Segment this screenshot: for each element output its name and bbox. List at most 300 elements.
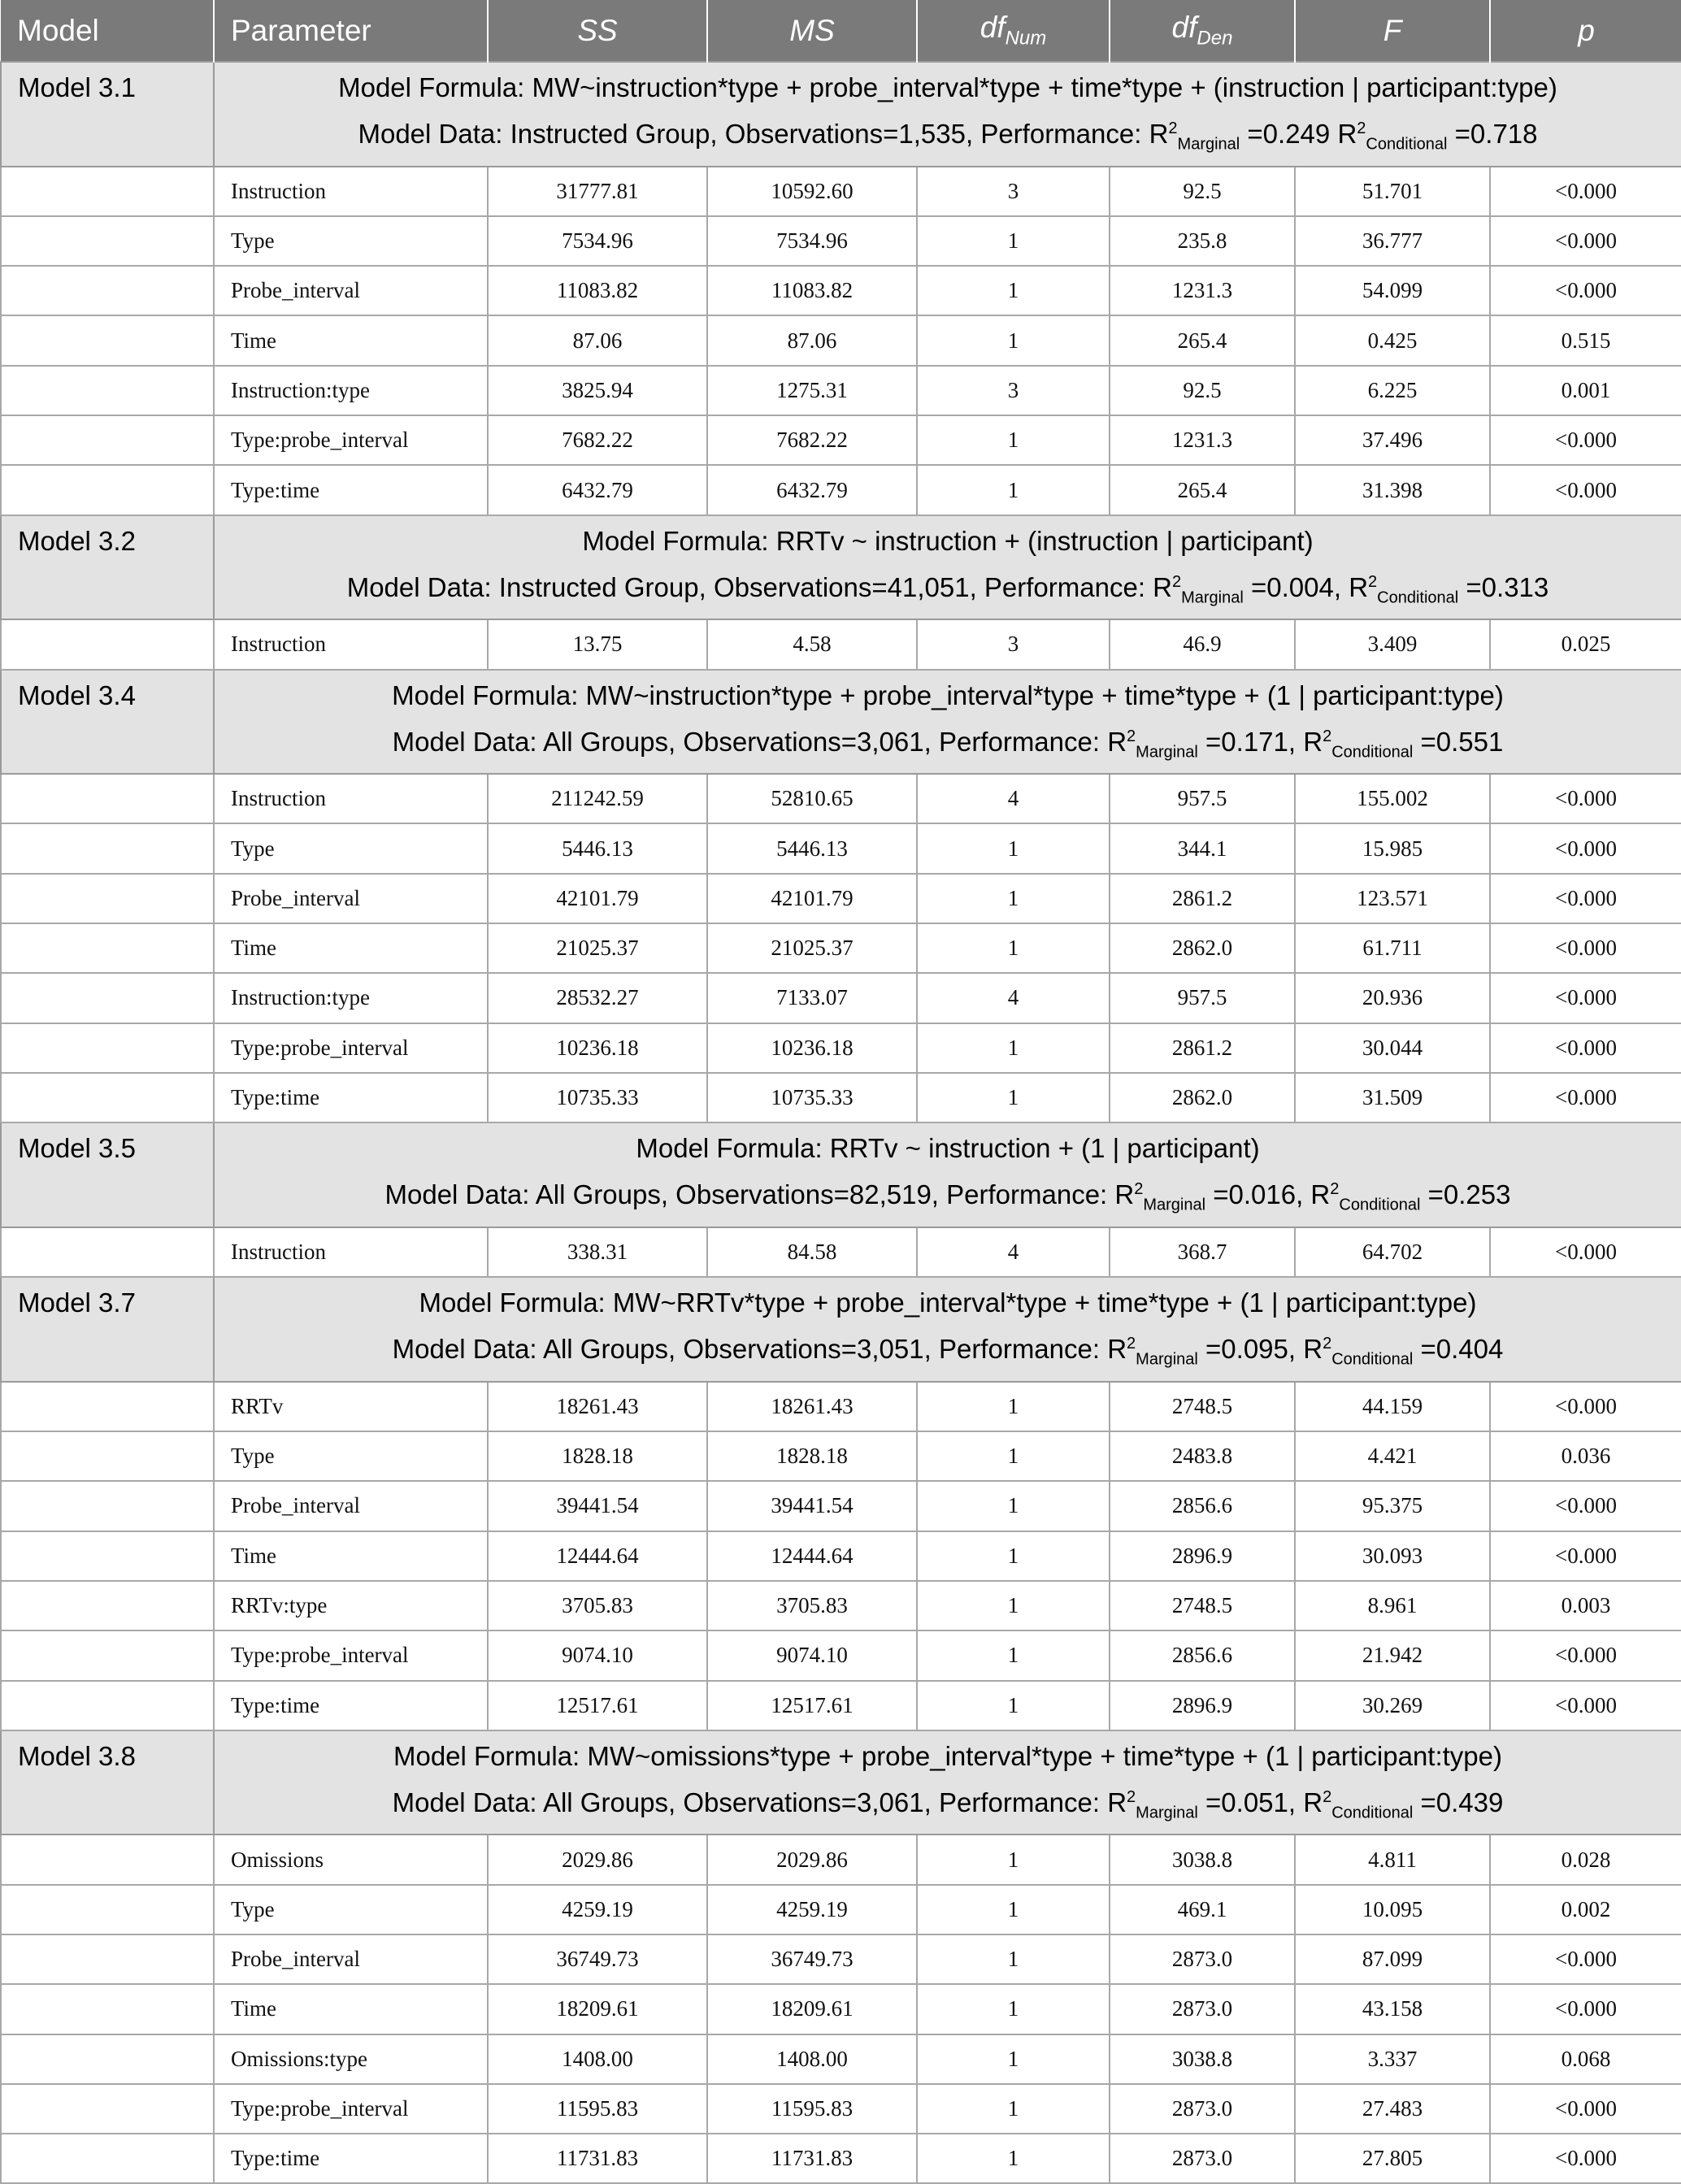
f-cell: 4.811	[1295, 1834, 1490, 1884]
conditional-subscript: Conditional	[1339, 1196, 1421, 1214]
f-cell: 37.496	[1295, 415, 1490, 465]
df-den-cell: 2861.2	[1110, 1023, 1295, 1073]
parameter-cell: Probe_interval	[214, 1934, 488, 1984]
table-row	[1, 1073, 1681, 1122]
r2-conditional-value: =0.404	[1420, 1334, 1504, 1365]
table-row	[1, 1885, 1681, 1934]
df-den-cell: 2862.0	[1110, 923, 1295, 973]
ss-cell: 1408.00	[488, 2034, 707, 2084]
empty-model-cell	[1, 923, 214, 973]
ms-cell: 84.58	[707, 1227, 917, 1277]
ss-cell: 21025.37	[488, 923, 707, 973]
df-num-cell: 1	[917, 1023, 1110, 1073]
p-cell: 0.515	[1490, 315, 1681, 365]
parameter-cell: Instruction:type	[214, 366, 488, 415]
df-num-cell: 1	[917, 266, 1110, 315]
parameter-cell: Type	[214, 1431, 488, 1481]
ms-cell: 18261.43	[707, 1382, 917, 1431]
parameter-cell: Probe_interval	[214, 266, 488, 315]
f-cell: 31.509	[1295, 1073, 1490, 1122]
f-cell: 20.936	[1295, 973, 1490, 1023]
parameter-cell: Type:probe_interval	[214, 1023, 488, 1073]
model-data-line	[215, 716, 1680, 773]
df-den-cell: 2748.5	[1110, 1382, 1295, 1431]
model-header-row	[1, 1122, 1681, 1227]
parameter-cell: Time	[214, 315, 488, 365]
f-cell: 64.702	[1295, 1227, 1490, 1277]
ms-cell: 7534.96	[707, 216, 917, 266]
r2-superscript: 2	[1168, 119, 1178, 137]
p-cell: <0.000	[1490, 1023, 1681, 1073]
conditional-subscript: Conditional	[1377, 588, 1459, 607]
ms-cell: 52810.65	[707, 774, 917, 823]
empty-model-cell	[1, 1885, 214, 1934]
ms-cell: 1408.00	[707, 2034, 917, 2084]
ss-cell: 18209.61	[488, 1984, 707, 2034]
empty-model-cell	[1, 2084, 214, 2134]
conditional-subscript: Conditional	[1331, 1804, 1414, 1822]
empty-model-cell	[1, 973, 214, 1023]
marginal-subscript: Marginal	[1136, 1804, 1198, 1822]
df-den-cell: 235.8	[1110, 216, 1295, 266]
df-num-cell: 3	[917, 366, 1110, 415]
table-row	[1, 366, 1681, 415]
model-name: Model 3.4	[1, 670, 214, 775]
p-cell: <0.000	[1490, 2084, 1681, 2134]
ms-cell: 10592.60	[707, 167, 917, 216]
r2-superscript: 2	[1171, 572, 1182, 591]
empty-model-cell	[1, 1681, 214, 1730]
ms-cell: 42101.79	[707, 874, 917, 923]
conditional-subscript: Conditional	[1366, 135, 1448, 154]
model-header-row	[1, 515, 1681, 620]
ms-cell: 11731.83	[707, 2134, 917, 2183]
ms-cell: 12444.64	[707, 1531, 917, 1581]
table-header	[1, 0, 1681, 62]
ss-cell: 18261.43	[488, 1382, 707, 1431]
empty-model-cell	[1, 2034, 214, 2084]
f-cell: 44.159	[1295, 1382, 1490, 1431]
r2-superscript: 2	[1127, 727, 1136, 745]
empty-model-cell	[1, 315, 214, 365]
model-description	[214, 62, 1681, 167]
parameter-cell: Omissions	[214, 1834, 488, 1884]
df-num-cell: 1	[917, 1934, 1110, 1984]
ss-cell: 2029.86	[488, 1834, 707, 1884]
f-cell: 54.099	[1295, 266, 1490, 315]
parameter-cell: Type:probe_interval	[214, 1630, 488, 1680]
r2-superscript: 2	[1330, 1180, 1340, 1199]
empty-model-cell	[1, 216, 214, 266]
parameter-cell: RRTv	[214, 1382, 488, 1431]
r-letter: R	[1349, 571, 1369, 602]
marginal-subscript: Marginal	[1136, 1350, 1198, 1369]
ms-cell: 11083.82	[707, 266, 917, 315]
r2-conditional-value: =0.313	[1466, 571, 1549, 602]
df-den-cell: 1231.3	[1110, 415, 1295, 465]
r2-marginal-value: =0.249	[1247, 119, 1331, 149]
p-cell: <0.000	[1490, 774, 1681, 823]
p-cell: <0.000	[1490, 1481, 1681, 1531]
table-row	[1, 1834, 1681, 1884]
empty-model-cell	[1, 823, 214, 873]
f-cell: 43.158	[1295, 1984, 1490, 2034]
parameter-cell: Instruction:type	[214, 973, 488, 1023]
table-row	[1, 1382, 1681, 1431]
ss-cell: 28532.27	[488, 973, 707, 1023]
p-cell: <0.000	[1490, 1227, 1681, 1277]
model-header-row	[1, 1277, 1681, 1382]
header-df-num: $df_{Num}$	[917, 0, 1110, 62]
df-num-cell: 1	[917, 1581, 1110, 1630]
df-num-cell: 1	[917, 2034, 1110, 2084]
table-row	[1, 2084, 1681, 2134]
model-data-prefix: Model Data: All Groups, Observations=3,061, Performance: R	[392, 726, 1127, 757]
df-num-cell: 1	[917, 1481, 1110, 1531]
empty-model-cell	[1, 774, 214, 823]
f-cell: 30.269	[1295, 1681, 1490, 1730]
header-p: p	[1578, 13, 1595, 47]
r2-conditional-value: =0.718	[1454, 119, 1538, 149]
p-cell: <0.000	[1490, 1531, 1681, 1581]
p-cell: <0.000	[1490, 973, 1681, 1023]
ss-cell: 36749.73	[488, 1934, 707, 1984]
p-cell: 0.025	[1490, 619, 1681, 669]
f-cell: 36.777	[1295, 216, 1490, 266]
ms-cell: 39441.54	[707, 1481, 917, 1531]
ms-cell: 7682.22	[707, 415, 917, 465]
ms-cell: 1828.18	[707, 1431, 917, 1481]
r-letter: R	[1337, 119, 1357, 149]
model-formula: Model Formula: MW~omissions*type + probe_interval*type + time*type + (1 | participant:type)	[393, 1740, 1503, 1771]
empty-model-cell	[1, 465, 214, 515]
df-den-cell: 2856.6	[1110, 1481, 1295, 1531]
model-data-line	[215, 1777, 1680, 1834]
df-num-cell: 1	[917, 1834, 1110, 1884]
model-name: Model 3.7	[1, 1277, 214, 1382]
df-num-cell: 1	[917, 1531, 1110, 1581]
df-den-cell: 92.5	[1110, 167, 1295, 216]
table-row	[1, 2134, 1681, 2183]
header-df-den: $df_{Den}$	[1110, 0, 1295, 62]
parameter-cell: Time	[214, 1531, 488, 1581]
table-row	[1, 1984, 1681, 2034]
f-cell: 21.942	[1295, 1630, 1490, 1680]
r-letter: R	[1303, 1787, 1323, 1817]
p-cell: <0.000	[1490, 1382, 1681, 1431]
empty-model-cell	[1, 1481, 214, 1531]
parameter-cell: Type	[214, 823, 488, 873]
parameter-cell: Type:time	[214, 1073, 488, 1122]
ss-cell: 11083.82	[488, 266, 707, 315]
model-header-row	[1, 670, 1681, 775]
ss-cell: 3825.94	[488, 366, 707, 415]
parameter-cell: Type:time	[214, 1681, 488, 1730]
p-cell: <0.000	[1490, 1073, 1681, 1122]
model-data-line	[215, 1169, 1680, 1226]
r2-marginal-value: =0.051,	[1205, 1787, 1297, 1817]
model-header-row	[1, 62, 1681, 167]
model-data-line	[215, 1323, 1680, 1380]
empty-model-cell	[1, 1984, 214, 2034]
ms-cell: 87.06	[707, 315, 917, 365]
ms-cell: 11595.83	[707, 2084, 917, 2134]
df-den-cell: 265.4	[1110, 465, 1295, 515]
f-cell: 61.711	[1295, 923, 1490, 973]
p-cell: 0.002	[1490, 1885, 1681, 1934]
df-den-cell: 957.5	[1110, 774, 1295, 823]
table-row	[1, 415, 1681, 465]
model-name: Model 3.1	[1, 62, 214, 167]
ss-cell: 3705.83	[488, 1581, 707, 1630]
model-description	[214, 1277, 1681, 1382]
df-num-cell: 1	[917, 874, 1110, 923]
model-formula: Model Formula: MW~RRTv*type + probe_interval*type + time*type + (1 | participant:type)	[419, 1287, 1477, 1318]
ss-cell: 10236.18	[488, 1023, 707, 1073]
df-den-cell: 2896.9	[1110, 1681, 1295, 1730]
ss-cell: 13.75	[488, 619, 707, 669]
p-cell: <0.000	[1490, 216, 1681, 266]
model-data-prefix: Model Data: All Groups, Observations=3,051, Performance: R	[392, 1334, 1127, 1365]
empty-model-cell	[1, 1073, 214, 1122]
df-den-cell: 2896.9	[1110, 1531, 1295, 1581]
parameter-cell: Omissions:type	[214, 2034, 488, 2084]
df-num-cell: 1	[917, 216, 1110, 266]
empty-model-cell	[1, 1382, 214, 1431]
r2-superscript: 2	[1323, 727, 1332, 745]
f-cell: 3.409	[1295, 619, 1490, 669]
marginal-subscript: Marginal	[1177, 135, 1240, 154]
table-row	[1, 1481, 1681, 1531]
empty-model-cell	[1, 1934, 214, 1984]
parameter-cell: Type:time	[214, 2134, 488, 2183]
df-num-cell: 3	[917, 167, 1110, 216]
parameter-cell: Probe_interval	[214, 874, 488, 923]
f-cell: 0.425	[1295, 315, 1490, 365]
df-den-cell: 2861.2	[1110, 874, 1295, 923]
df-den-cell: 2873.0	[1110, 2134, 1295, 2183]
p-cell: 0.003	[1490, 1581, 1681, 1630]
header-model: Model	[1, 0, 214, 62]
r2-marginal-value: =0.004,	[1250, 571, 1342, 602]
parameter-cell: Instruction	[214, 774, 488, 823]
empty-model-cell	[1, 1023, 214, 1073]
model-formula: Model Formula: RRTv ~ instruction + (1 | participant)	[636, 1133, 1260, 1164]
table-row	[1, 216, 1681, 266]
empty-model-cell	[1, 366, 214, 415]
marginal-subscript: Marginal	[1136, 743, 1198, 762]
df-den-cell: 2856.6	[1110, 1630, 1295, 1680]
p-cell: <0.000	[1490, 923, 1681, 973]
r2-superscript: 2	[1323, 1787, 1332, 1806]
ms-cell: 1275.31	[707, 366, 917, 415]
df-num-cell: 1	[917, 1681, 1110, 1730]
p-cell: <0.000	[1490, 465, 1681, 515]
header-f: F	[1295, 0, 1490, 62]
r2-superscript: 2	[1368, 572, 1378, 591]
df-den-cell: 2873.0	[1110, 1984, 1295, 2034]
model-data-prefix: Model Data: All Groups, Observations=3,061, Performance: R	[392, 1787, 1127, 1817]
model-data-prefix: Model Data: All Groups, Observations=82,519, Performance: R	[384, 1179, 1135, 1210]
df-den-cell: 46.9	[1110, 619, 1295, 669]
marginal-subscript: Marginal	[1143, 1196, 1206, 1214]
ss-cell: 31777.81	[488, 167, 707, 216]
empty-model-cell	[1, 1630, 214, 1680]
df-num-cell: 1	[917, 2084, 1110, 2134]
empty-model-cell	[1, 1834, 214, 1884]
f-cell: 87.099	[1295, 1934, 1490, 1984]
df-den-cell: 2873.0	[1110, 1934, 1295, 1984]
parameter-cell: RRTv:type	[214, 1581, 488, 1630]
df-num-cell: 1	[917, 1073, 1110, 1122]
model-description	[214, 1730, 1681, 1835]
empty-model-cell	[1, 1581, 214, 1630]
header-parameter: Parameter	[214, 0, 488, 62]
empty-model-cell	[1, 619, 214, 669]
df-den-cell: 2748.5	[1110, 1581, 1295, 1630]
empty-model-cell	[1, 1431, 214, 1481]
table-row	[1, 619, 1681, 669]
df-num-cell: 1	[917, 315, 1110, 365]
table-row	[1, 1934, 1681, 1984]
ms-cell: 4259.19	[707, 1885, 917, 1934]
ms-cell: 10735.33	[707, 1073, 917, 1122]
p-cell: 0.068	[1490, 2034, 1681, 2084]
model-data-line	[215, 562, 1680, 619]
p-cell: <0.000	[1490, 823, 1681, 873]
table-row	[1, 774, 1681, 823]
r2-marginal-value: =0.095,	[1205, 1334, 1297, 1365]
ms-cell: 3705.83	[707, 1581, 917, 1630]
parameter-cell: Instruction	[214, 167, 488, 216]
model-name: Model 3.8	[1, 1730, 214, 1835]
table-row	[1, 823, 1681, 873]
r2-conditional-value: =0.253	[1427, 1179, 1511, 1210]
p-cell: <0.000	[1490, 2134, 1681, 2183]
p-cell: 0.001	[1490, 366, 1681, 415]
r2-superscript: 2	[1357, 119, 1366, 137]
model-header-row	[1, 1730, 1681, 1835]
ms-cell: 21025.37	[707, 923, 917, 973]
p-cell: <0.000	[1490, 1630, 1681, 1680]
df-num-cell: 1	[917, 1382, 1110, 1431]
r2-marginal-value: =0.016,	[1213, 1179, 1304, 1210]
p-cell: <0.000	[1490, 266, 1681, 315]
ms-cell: 7133.07	[707, 973, 917, 1023]
df-den-cell: 2862.0	[1110, 1073, 1295, 1122]
ms-cell: 2029.86	[707, 1834, 917, 1884]
empty-model-cell	[1, 1227, 214, 1277]
df-den-cell: 368.7	[1110, 1227, 1295, 1277]
df-num-cell: 1	[917, 415, 1110, 465]
empty-model-cell	[1, 415, 214, 465]
empty-model-cell	[1, 2134, 214, 2183]
f-cell: 10.095	[1295, 1885, 1490, 1934]
df-num-cell: 1	[917, 923, 1110, 973]
r2-conditional-value: =0.551	[1420, 726, 1504, 757]
model-description	[214, 515, 1681, 620]
parameter-cell: Time	[214, 923, 488, 973]
p-cell: <0.000	[1490, 1934, 1681, 1984]
conditional-subscript: Conditional	[1331, 1350, 1414, 1369]
ss-cell: 5446.13	[488, 823, 707, 873]
model-formula: Model Formula: MW~instruction*type + probe_interval*type + time*type + (1 | participant:type)	[392, 680, 1504, 710]
empty-model-cell	[1, 1531, 214, 1581]
df-num-cell: 1	[917, 1431, 1110, 1481]
model-formula: Model Formula: MW~instruction*type + probe_interval*type + time*type + (instruction | participant:type)	[338, 72, 1557, 102]
table-row	[1, 1581, 1681, 1630]
conditional-subscript: Conditional	[1331, 743, 1414, 762]
table-body	[1, 62, 1681, 2183]
r-letter: R	[1303, 1334, 1323, 1365]
parameter-cell: Probe_interval	[214, 1481, 488, 1531]
r2-superscript: 2	[1323, 1335, 1332, 1353]
df-num-cell: 4	[917, 973, 1110, 1023]
table-row	[1, 266, 1681, 315]
model-description	[214, 1122, 1681, 1227]
p-cell: <0.000	[1490, 1984, 1681, 2034]
header-ss: SS	[488, 0, 707, 62]
ms-cell: 9074.10	[707, 1630, 917, 1680]
ss-cell: 42101.79	[488, 874, 707, 923]
ss-cell: 7534.96	[488, 216, 707, 266]
table-row	[1, 923, 1681, 973]
df-num-cell: 3	[917, 619, 1110, 669]
r2-marginal-value: =0.171,	[1205, 726, 1297, 757]
p-cell: <0.000	[1490, 167, 1681, 216]
r2-superscript: 2	[1127, 1787, 1136, 1806]
r-letter: R	[1303, 726, 1323, 757]
model-data-prefix: Model Data: Instructed Group, Observations=1,535, Performance: R	[358, 119, 1169, 149]
table-row	[1, 1630, 1681, 1680]
ss-cell: 211242.59	[488, 774, 707, 823]
parameter-cell: Type	[214, 216, 488, 266]
model-data-prefix: Model Data: Instructed Group, Observations=41,051, Performance: R	[346, 571, 1172, 602]
parameter-cell: Type:time	[214, 465, 488, 515]
table-row	[1, 1531, 1681, 1581]
ss-cell: 10735.33	[488, 1073, 707, 1122]
ss-cell: 7682.22	[488, 415, 707, 465]
table-row	[1, 973, 1681, 1023]
df-num-cell: 4	[917, 774, 1110, 823]
model-name: Model 3.2	[1, 515, 214, 620]
df-num-cell: 1	[917, 2134, 1110, 2183]
df-den-cell: 1231.3	[1110, 266, 1295, 315]
model-formula: Model Formula: RRTv ~ instruction + (instruction | participant)	[582, 525, 1314, 556]
parameter-cell: Type	[214, 1885, 488, 1934]
header-ms: MS	[707, 0, 917, 62]
table-row	[1, 167, 1681, 216]
df-den-cell: 469.1	[1110, 1885, 1295, 1934]
parameter-cell: Type:probe_interval	[214, 415, 488, 465]
model-name: Model 3.5	[1, 1122, 214, 1227]
ss-cell: 9074.10	[488, 1630, 707, 1680]
parameter-cell: Instruction	[214, 1227, 488, 1277]
f-cell: 4.421	[1295, 1431, 1490, 1481]
ss-cell: 338.31	[488, 1227, 707, 1277]
f-cell: 30.093	[1295, 1531, 1490, 1581]
ss-cell: 12517.61	[488, 1681, 707, 1730]
ss-cell: 39441.54	[488, 1481, 707, 1531]
table-row	[1, 465, 1681, 515]
r2-conditional-value: =0.439	[1420, 1787, 1504, 1817]
f-cell: 51.701	[1295, 167, 1490, 216]
ss-cell: 11731.83	[488, 2134, 707, 2183]
ms-cell: 36749.73	[707, 1934, 917, 1984]
df-den-cell: 957.5	[1110, 973, 1295, 1023]
df-num-cell: 1	[917, 1885, 1110, 1934]
ms-cell: 6432.79	[707, 465, 917, 515]
